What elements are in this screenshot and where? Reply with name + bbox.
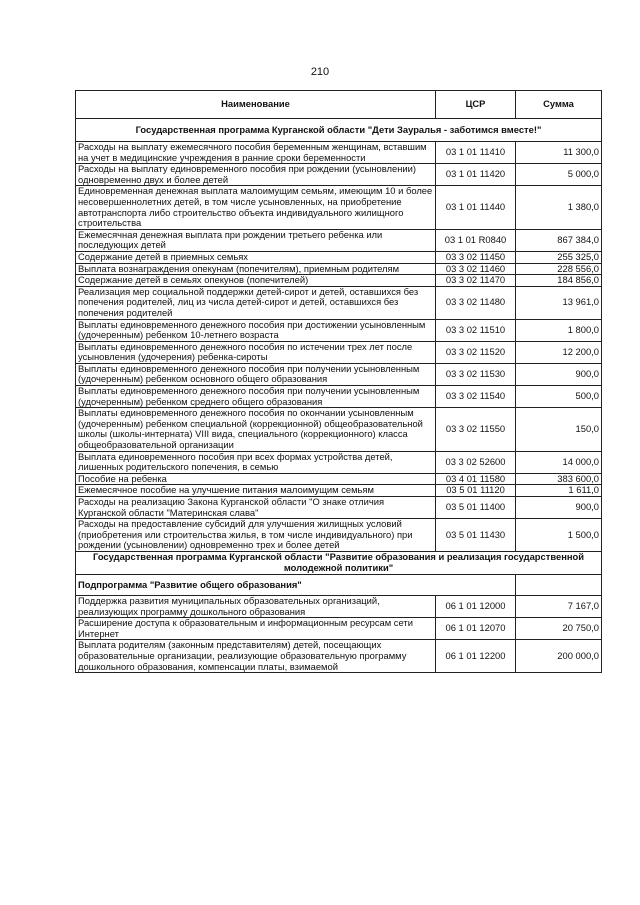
table-row [76,319,602,341]
table-row [76,363,602,385]
row-sum-cell: 11 300,0 [516,142,602,164]
row-code-cell: 03 1 01 11410 [436,142,516,164]
budget-table [75,90,602,673]
row-sum-cell: 1 611,0 [516,485,602,497]
table-row [76,451,602,473]
row-name-cell: Расходы на выплату ежемесячного пособия беременным женщинам, вставшим на учет в медицинские учреждения в ранние сроки беременности [76,142,436,164]
row-code-cell: 03 3 02 11470 [436,275,516,287]
row-sum-cell: 383 600,0 [516,473,602,485]
row-sum-cell: 500,0 [516,386,602,408]
table-row [76,386,602,408]
table-row [76,640,602,673]
row-code-cell: 03 5 01 11120 [436,485,516,497]
row-sum-cell: 1 380,0 [516,186,602,229]
table-row [76,519,602,552]
column-header-sum: Сумма [516,91,602,119]
row-sum-cell: 900,0 [516,363,602,385]
row-sum-cell: 7 167,0 [516,595,602,617]
row-sum-cell: 184 856,0 [516,275,602,287]
row-code-cell: 03 5 01 11400 [436,497,516,519]
row-name-cell: Расходы на реализацию Закона Курганской области "О знаке отличия Курганской области "Материнская слава" [76,497,436,519]
table-row [76,286,602,319]
row-sum-cell: 13 961,0 [516,286,602,319]
table-row [76,497,602,519]
program-title: Государственная программа Курганской области "Дети Зауралья - заботимся вместе!" [76,119,602,142]
table-row [76,408,602,451]
row-code-cell: 06 1 01 12070 [436,618,516,640]
row-code-cell: 03 4 01 11580 [436,473,516,485]
row-code-cell: 03 3 02 11460 [436,263,516,275]
table-row [76,473,602,485]
row-sum-cell: 12 200,0 [516,341,602,363]
column-header-name: Наименование [76,91,436,119]
row-name-cell: Выплаты единовременного денежного пособия по окончании усыновленным (удочеренным) ребенком специальной (коррекционной) общеобразовательной школы (школы-интерната) VIII вида, специального (коррекционного) класса общеобразовательной организации [76,408,436,451]
row-code-cell: 06 1 01 12000 [436,595,516,617]
row-code-cell: 03 3 02 52600 [436,451,516,473]
table-row [76,275,602,287]
row-code-cell: 06 1 01 12200 [436,640,516,673]
table-row [76,595,602,617]
subprogram-title: Подпрограмма "Развитие общего образования" [76,574,516,595]
row-name-cell: Содержание детей в приемных семьях [76,251,436,263]
column-header-code: ЦСР [436,91,516,119]
row-name-cell: Расходы на выплату единовременного пособия при рождении (усыновлении) одновременно двух и более детей [76,164,436,186]
row-name-cell: Выплаты единовременного денежного пособия при получении усыновленным (удочеренным) ребенком среднего общего образования [76,386,436,408]
table-row [76,164,602,186]
table-row [76,485,602,497]
row-name-cell: Ежемесячная денежная выплата при рождении третьего ребенка или последующих детей [76,229,436,251]
row-name-cell: Пособие на ребенка [76,473,436,485]
row-sum-cell: 200 000,0 [516,640,602,673]
row-sum-cell: 228 556,0 [516,263,602,275]
row-name-cell: Выплата родителям (законным представителям) детей, посещающих образовательные организации, реализующие образовательную программу дошкольного образования, компенсации платы, взимаемой [76,640,436,673]
row-name-cell: Единовременная денежная выплата малоимущим семьям, имеющим 10 и более несовершеннолетних детей, в том числе усыновленных, на приобретение автотранспорта либо строительство объекта индивидуального жилищного строительства [76,186,436,229]
page-number: 210 [310,66,330,78]
row-name-cell: Выплата вознаграждения опекунам (попечителям), приемным родителям [76,263,436,275]
row-sum-cell: 255 325,0 [516,251,602,263]
row-code-cell: 03 3 02 11540 [436,386,516,408]
row-code-cell: 03 3 02 11550 [436,408,516,451]
row-sum-cell: 867 384,0 [516,229,602,251]
table-row [76,142,602,164]
program-title: Государственная программа Курганской области "Развитие образования и реализация государственной молодежной политики" [76,551,602,574]
row-code-cell: 03 5 01 11430 [436,519,516,552]
table-row [76,618,602,640]
row-name-cell: Реализация мер социальной поддержки детей-сирот и детей, оставшихся без попечения родителей, лиц из числа детей-сирот и детей, оставшихся без попечения родителей [76,286,436,319]
row-name-cell: Поддержка развития муниципальных образовательных организаций, реализующих программу дошкольного образования [76,595,436,617]
table-row [76,263,602,275]
row-sum-cell: 5 000,0 [516,164,602,186]
row-code-cell: 03 3 02 11530 [436,363,516,385]
row-code-cell: 03 1 01 11440 [436,186,516,229]
table-row [76,186,602,229]
row-sum-cell: 14 000,0 [516,451,602,473]
row-name-cell: Выплаты единовременного денежного пособия при получении усыновленным (удочеренным) ребенком основного общего образования [76,363,436,385]
row-sum-cell: 1 800,0 [516,319,602,341]
row-code-cell: 03 1 01 11420 [436,164,516,186]
row-code-cell: 03 3 02 11450 [436,251,516,263]
row-sum-cell: 1 500,0 [516,519,602,552]
row-sum-cell: 900,0 [516,497,602,519]
row-sum-cell: 150,0 [516,408,602,451]
table-header-row [76,91,602,119]
row-name-cell: Расширение доступа к образовательным и информационным ресурсам сети Интернет [76,618,436,640]
row-name-cell: Выплата единовременного пособия при всех формах устройства детей, лишенных родительского попечения, в семью [76,451,436,473]
program-header-row [76,119,602,142]
row-code-cell: 03 3 02 11510 [436,319,516,341]
row-name-cell: Расходы на предоставление субсидий для улучшения жилищных условий (приобретения или строительства жилья, в том числе индивидуального) при рождении (усыновлении) одновременно трех и более детей [76,519,436,552]
subprogram-header-row [76,574,602,595]
table-row [76,229,602,251]
row-name-cell: Ежемесячное пособие на улучшение питания малоимущим семьям [76,485,436,497]
row-code-cell: 03 3 02 11480 [436,286,516,319]
table-row [76,341,602,363]
row-sum-cell: 20 750,0 [516,618,602,640]
row-code-cell: 03 1 01 R0840 [436,229,516,251]
table-body [76,119,602,673]
program-header-row [76,551,602,574]
row-code-cell: 03 3 02 11520 [436,341,516,363]
row-name-cell: Выплаты единовременного денежного пособия по истечении трех лет после усыновления (удочерения) ребенка-сироты [76,341,436,363]
row-name-cell: Выплаты единовременного денежного пособия при достижении усыновленным (удочеренным) ребенком 10-летнего возраста [76,319,436,341]
table-row [76,251,602,263]
empty-cell [516,574,602,595]
row-name-cell: Содержание детей в семьях опекунов (попечителей) [76,275,436,287]
